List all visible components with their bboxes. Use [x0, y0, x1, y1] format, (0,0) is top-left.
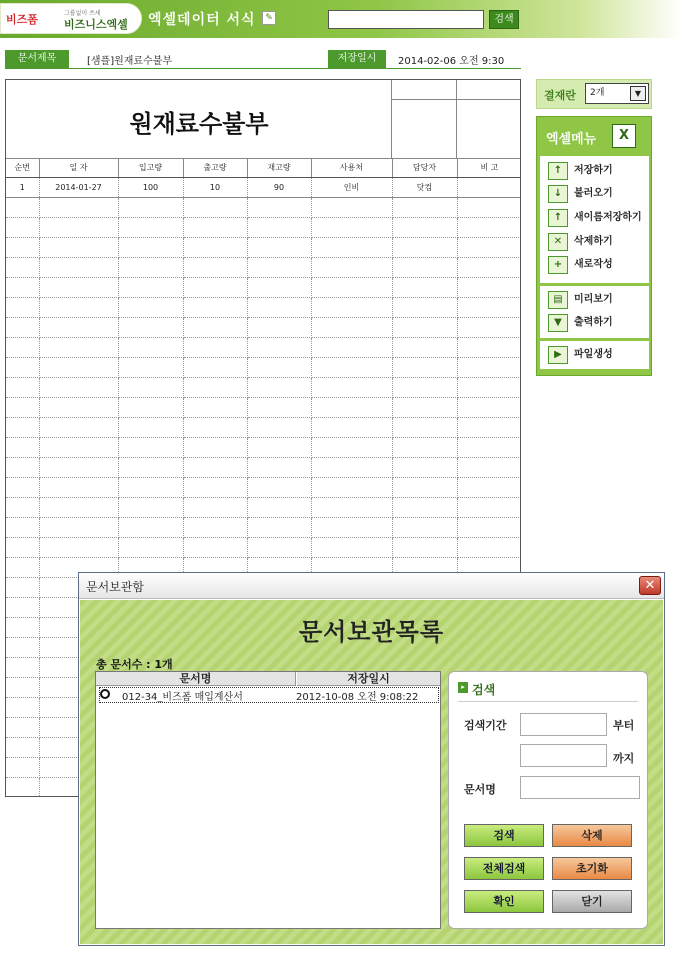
- column-header: 순번: [6, 159, 39, 177]
- trash-icon: ✕: [548, 233, 568, 251]
- save-date-label: 저장일시: [328, 50, 386, 68]
- table-cell[interactable]: [311, 537, 392, 557]
- table-cell[interactable]: [118, 337, 183, 357]
- table-cell[interactable]: 닷컴: [392, 177, 457, 197]
- table-cell[interactable]: [6, 597, 39, 617]
- table-cell[interactable]: [39, 537, 118, 557]
- table-cell[interactable]: [311, 257, 392, 277]
- table-cell[interactable]: [6, 277, 39, 297]
- table-cell[interactable]: [247, 537, 311, 557]
- menu-item-label: 미리보기: [574, 294, 613, 305]
- menu-item-label: 새이름저장하기: [574, 212, 642, 223]
- dropdown-arrow-icon[interactable]: ▼: [630, 86, 646, 101]
- table-row[interactable]: [6, 497, 521, 517]
- table-cell[interactable]: [39, 457, 118, 477]
- document-list[interactable]: [95, 671, 441, 929]
- table-cell[interactable]: [118, 257, 183, 277]
- table-cell[interactable]: [6, 457, 39, 477]
- table-cell[interactable]: [392, 257, 457, 277]
- table-cell[interactable]: [39, 297, 118, 317]
- table-cell[interactable]: [183, 337, 247, 357]
- bizexcel-logo[interactable]: [64, 8, 128, 30]
- date-from-input[interactable]: [520, 713, 607, 736]
- table-cell[interactable]: [183, 457, 247, 477]
- document-icon: ✎: [262, 11, 276, 25]
- table-row[interactable]: [6, 417, 521, 437]
- table-cell[interactable]: [6, 237, 39, 257]
- menu-item-print[interactable]: [548, 314, 613, 332]
- open-icon: ↓: [548, 185, 568, 203]
- table-cell[interactable]: [311, 237, 392, 257]
- table-row[interactable]: [6, 357, 521, 377]
- table-cell[interactable]: [183, 517, 247, 537]
- table-cell[interactable]: [457, 257, 521, 277]
- table-cell[interactable]: [457, 537, 521, 557]
- table-cell[interactable]: [183, 237, 247, 257]
- table-cell[interactable]: [183, 217, 247, 237]
- table-cell[interactable]: [392, 217, 457, 237]
- table-cell[interactable]: [6, 537, 39, 557]
- table-cell[interactable]: [118, 517, 183, 537]
- menu-item-label: 불러오기: [574, 188, 613, 199]
- table-cell[interactable]: [457, 517, 521, 537]
- table-cell[interactable]: [183, 477, 247, 497]
- save-as-icon: ↑: [548, 209, 568, 227]
- close-button[interactable]: 닫기: [552, 890, 632, 913]
- table-cell[interactable]: [118, 277, 183, 297]
- table-cell[interactable]: [39, 397, 118, 417]
- preview-icon: ▤: [548, 291, 568, 309]
- search-panel-title-text: 검색: [472, 683, 496, 697]
- table-cell[interactable]: [247, 317, 311, 337]
- table-cell[interactable]: [118, 197, 183, 217]
- divider: [458, 701, 638, 702]
- menu-item-save[interactable]: [548, 162, 613, 180]
- table-cell[interactable]: [118, 297, 183, 317]
- table-cell[interactable]: [311, 397, 392, 417]
- table-row[interactable]: [6, 517, 521, 537]
- table-cell[interactable]: [247, 357, 311, 377]
- table-cell[interactable]: [392, 417, 457, 437]
- table-cell[interactable]: [392, 437, 457, 457]
- table-cell[interactable]: [39, 377, 118, 397]
- reset-button[interactable]: 초기화: [552, 857, 632, 880]
- table-cell[interactable]: [183, 437, 247, 457]
- ok-button[interactable]: 확인: [464, 890, 544, 913]
- table-cell[interactable]: [39, 497, 118, 517]
- table-cell[interactable]: [118, 537, 183, 557]
- approval-selected-value: 2개: [590, 88, 605, 98]
- table-cell[interactable]: [247, 497, 311, 517]
- bizexcel-logo-text: 비즈니스엑셀: [64, 18, 128, 31]
- table-cell[interactable]: [39, 337, 118, 357]
- table-row[interactable]: [6, 397, 521, 417]
- table-cell[interactable]: [183, 317, 247, 337]
- table-cell[interactable]: [183, 497, 247, 517]
- table-row[interactable]: [6, 457, 521, 477]
- table-cell[interactable]: [39, 197, 118, 217]
- table-cell[interactable]: [183, 197, 247, 217]
- table-cell[interactable]: [457, 297, 521, 317]
- table-cell[interactable]: [247, 517, 311, 537]
- doc-title-value: [샘플]원재료수불부: [87, 56, 173, 67]
- table-cell[interactable]: [457, 277, 521, 297]
- approval-label: 결재란: [544, 89, 576, 102]
- table-cell[interactable]: 2014-01-27: [39, 177, 118, 197]
- menu-item-file-create[interactable]: [548, 346, 613, 364]
- table-cell[interactable]: [247, 437, 311, 457]
- doc-title-label: 문서제목: [5, 50, 69, 68]
- table-cell[interactable]: [392, 477, 457, 497]
- menu-item-new-doc[interactable]: [548, 256, 613, 274]
- search-all-button[interactable]: 전체검색: [464, 857, 544, 880]
- table-cell[interactable]: [247, 377, 311, 397]
- table-cell[interactable]: [457, 217, 521, 237]
- menu-item-save-as[interactable]: [548, 209, 642, 227]
- sheet-title: 원재료수불부: [129, 110, 269, 138]
- table-cell[interactable]: [6, 757, 39, 777]
- table-cell[interactable]: 90: [247, 177, 311, 197]
- file-create-icon: ▶: [548, 346, 568, 364]
- table-cell[interactable]: [118, 437, 183, 457]
- table-cell[interactable]: [6, 617, 39, 637]
- table-row[interactable]: [6, 197, 521, 217]
- table-cell[interactable]: [392, 537, 457, 557]
- table-cell[interactable]: [392, 397, 457, 417]
- table-cell[interactable]: [392, 237, 457, 257]
- table-cell[interactable]: [183, 537, 247, 557]
- table-cell[interactable]: 10: [183, 177, 247, 197]
- table-cell[interactable]: [6, 297, 39, 317]
- table-cell[interactable]: [6, 197, 39, 217]
- table-cell[interactable]: [311, 217, 392, 237]
- menu-item-label: 저장하기: [574, 165, 613, 176]
- approval-cell[interactable]: [457, 100, 521, 159]
- table-cell[interactable]: [311, 357, 392, 377]
- table-cell[interactable]: [247, 337, 311, 357]
- column-header: 출고량: [183, 159, 247, 177]
- menu-item-preview[interactable]: [548, 291, 613, 309]
- menu-item-label: 파일생성: [574, 349, 613, 360]
- column-header: 담당자: [392, 159, 457, 177]
- table-cell[interactable]: [6, 717, 39, 737]
- table-row[interactable]: [6, 277, 521, 297]
- table-cell[interactable]: [392, 497, 457, 517]
- table-cell[interactable]: [118, 497, 183, 517]
- table-cell[interactable]: [311, 517, 392, 537]
- menu-item-label: 출력하기: [574, 317, 613, 328]
- table-cell[interactable]: [457, 497, 521, 517]
- sheet-title-cell: [6, 80, 392, 159]
- menu-item-open[interactable]: [548, 185, 613, 203]
- table-cell[interactable]: 1: [6, 177, 39, 197]
- approval-cell[interactable]: [392, 80, 457, 100]
- table-row[interactable]: [6, 237, 521, 257]
- table-row[interactable]: [6, 337, 521, 357]
- table-cell[interactable]: [311, 197, 392, 217]
- table-cell[interactable]: [392, 517, 457, 537]
- table-row[interactable]: [6, 177, 521, 197]
- save-date-value: 2014-02-06 오전 9:30: [398, 56, 505, 67]
- table-cell[interactable]: [6, 677, 39, 697]
- table-cell[interactable]: [6, 697, 39, 717]
- new-doc-icon: +: [548, 256, 568, 274]
- table-cell[interactable]: [6, 577, 39, 597]
- table-cell[interactable]: [183, 397, 247, 417]
- search-panel-title: [458, 681, 495, 698]
- search-button[interactable]: 검색: [464, 824, 544, 847]
- table-cell[interactable]: [6, 517, 39, 537]
- doc-name-label: 문서명: [464, 783, 496, 796]
- table-cell[interactable]: [6, 337, 39, 357]
- table-cell[interactable]: [457, 237, 521, 257]
- table-cell[interactable]: [6, 557, 39, 577]
- table-cell[interactable]: [247, 237, 311, 257]
- dialog-title: 문서보관함: [86, 580, 144, 594]
- table-row[interactable]: [6, 297, 521, 317]
- table-cell[interactable]: 100: [118, 177, 183, 197]
- table-cell[interactable]: [6, 777, 39, 797]
- meta-divider: [5, 68, 521, 69]
- period-label: 검색기간: [464, 719, 507, 732]
- table-cell[interactable]: [39, 417, 118, 437]
- table-cell[interactable]: [457, 377, 521, 397]
- table-cell[interactable]: [118, 417, 183, 437]
- menu-item-trash[interactable]: [548, 233, 613, 251]
- table-cell[interactable]: [183, 277, 247, 297]
- doc-name-input[interactable]: [520, 776, 640, 799]
- dialog-titlebar[interactable]: [79, 573, 664, 599]
- table-cell[interactable]: [6, 397, 39, 417]
- table-row[interactable]: [6, 377, 521, 397]
- close-icon[interactable]: ✕: [639, 576, 661, 595]
- bizpum-logo[interactable]: 비즈폼: [6, 13, 38, 26]
- table-cell[interactable]: [311, 317, 392, 337]
- table-cell[interactable]: [183, 377, 247, 397]
- table-cell[interactable]: [311, 457, 392, 477]
- table-cell[interactable]: [457, 397, 521, 417]
- print-icon: ▼: [548, 314, 568, 332]
- table-cell[interactable]: [457, 197, 521, 217]
- table-cell[interactable]: [247, 217, 311, 237]
- table-cell[interactable]: [118, 217, 183, 237]
- table-cell[interactable]: [39, 517, 118, 537]
- table-cell[interactable]: [39, 317, 118, 337]
- table-cell[interactable]: [118, 477, 183, 497]
- table-cell[interactable]: [392, 197, 457, 217]
- table-cell[interactable]: [39, 357, 118, 377]
- top-search-input[interactable]: [328, 10, 484, 29]
- table-cell[interactable]: [392, 297, 457, 317]
- doc-count: 총 문서수 : 1개: [96, 658, 173, 671]
- table-cell[interactable]: [457, 457, 521, 477]
- column-header: 사용처: [311, 159, 392, 177]
- table-cell[interactable]: [311, 477, 392, 497]
- table-cell[interactable]: [247, 297, 311, 317]
- list-header-name[interactable]: 문서명: [96, 672, 296, 686]
- table-cell[interactable]: [6, 657, 39, 677]
- logo-tagline: 그룹없이 쓰세: [64, 10, 101, 17]
- table-cell[interactable]: [457, 337, 521, 357]
- table-row[interactable]: [6, 217, 521, 237]
- table-cell[interactable]: [392, 457, 457, 477]
- approval-count-select[interactable]: [585, 83, 649, 104]
- table-row[interactable]: [6, 477, 521, 497]
- table-cell[interactable]: [311, 417, 392, 437]
- table-cell[interactable]: [118, 317, 183, 337]
- table-cell[interactable]: [39, 437, 118, 457]
- table-cell[interactable]: [392, 317, 457, 337]
- grid-header-row: [6, 159, 521, 177]
- table-cell[interactable]: [6, 357, 39, 377]
- table-cell[interactable]: [247, 257, 311, 277]
- date-to-input[interactable]: [520, 744, 607, 767]
- table-cell[interactable]: [457, 437, 521, 457]
- table-cell[interactable]: [6, 257, 39, 277]
- table-cell[interactable]: [311, 497, 392, 517]
- table-row[interactable]: [6, 257, 521, 277]
- table-cell[interactable]: [6, 477, 39, 497]
- save-icon: ↑: [548, 162, 568, 180]
- table-cell[interactable]: [311, 377, 392, 397]
- table-cell[interactable]: [392, 357, 457, 377]
- delete-button[interactable]: 삭제: [552, 824, 632, 847]
- table-cell[interactable]: [6, 637, 39, 657]
- table-cell[interactable]: [392, 337, 457, 357]
- to-suffix: 까지: [613, 752, 635, 765]
- table-cell[interactable]: [183, 257, 247, 277]
- dialog-heading: 문서보관목록: [298, 618, 445, 646]
- table-cell[interactable]: [311, 277, 392, 297]
- table-row[interactable]: [6, 437, 521, 457]
- table-cell[interactable]: [392, 377, 457, 397]
- list-item-name: 012-34_비즈폼 매입계산서: [122, 692, 243, 703]
- table-cell[interactable]: [39, 257, 118, 277]
- menu-item-label: 삭제하기: [574, 236, 613, 247]
- table-cell[interactable]: [118, 357, 183, 377]
- column-header: 일 자: [39, 159, 118, 177]
- table-cell[interactable]: [6, 497, 39, 517]
- table-cell[interactable]: [39, 217, 118, 237]
- table-cell[interactable]: [311, 337, 392, 357]
- column-header: 재고량: [247, 159, 311, 177]
- table-cell[interactable]: [6, 417, 39, 437]
- table-cell[interactable]: [183, 357, 247, 377]
- bullet-icon: ▸: [458, 682, 468, 693]
- table-cell[interactable]: [6, 437, 39, 457]
- table-cell[interactable]: [457, 317, 521, 337]
- list-header-date[interactable]: 저장일시: [297, 672, 440, 686]
- excel-menu-title: 엑셀메뉴: [546, 132, 597, 147]
- top-search-button[interactable]: 검색: [489, 10, 519, 29]
- table-cell[interactable]: [311, 437, 392, 457]
- table-cell[interactable]: [392, 277, 457, 297]
- table-cell[interactable]: [247, 417, 311, 437]
- table-cell[interactable]: [6, 377, 39, 397]
- table-cell[interactable]: [118, 377, 183, 397]
- table-cell[interactable]: [118, 457, 183, 477]
- table-cell[interactable]: [247, 277, 311, 297]
- table-cell[interactable]: [247, 457, 311, 477]
- table-cell[interactable]: [311, 297, 392, 317]
- menu-item-label: 새로작성: [574, 259, 613, 270]
- table-cell[interactable]: [457, 417, 521, 437]
- table-cell[interactable]: [39, 237, 118, 257]
- table-row[interactable]: [6, 537, 521, 557]
- from-suffix: 부터: [613, 719, 635, 732]
- table-cell[interactable]: [39, 477, 118, 497]
- table-cell[interactable]: [6, 737, 39, 757]
- table-row[interactable]: [6, 317, 521, 337]
- table-cell[interactable]: [247, 397, 311, 417]
- app-title: 엑셀데이터 서식: [148, 12, 256, 28]
- table-cell[interactable]: [118, 397, 183, 417]
- table-cell[interactable]: [118, 237, 183, 257]
- table-cell[interactable]: [247, 477, 311, 497]
- table-cell[interactable]: 인비: [311, 177, 392, 197]
- table-cell[interactable]: [39, 277, 118, 297]
- table-cell[interactable]: [457, 357, 521, 377]
- column-header: 입고량: [118, 159, 183, 177]
- table-cell[interactable]: [6, 317, 39, 337]
- list-item-date: 2012-10-08 오전 9:08:22: [296, 692, 419, 703]
- radio-button[interactable]: [100, 689, 110, 699]
- approval-cell[interactable]: [392, 100, 457, 159]
- excel-icon: X: [612, 124, 636, 148]
- table-cell[interactable]: [183, 417, 247, 437]
- table-cell[interactable]: [6, 217, 39, 237]
- table-cell[interactable]: [183, 297, 247, 317]
- table-cell[interactable]: [247, 197, 311, 217]
- table-cell[interactable]: [457, 177, 521, 197]
- column-header: 비 고: [457, 159, 521, 177]
- approval-cell[interactable]: [457, 80, 521, 100]
- table-cell[interactable]: [457, 477, 521, 497]
